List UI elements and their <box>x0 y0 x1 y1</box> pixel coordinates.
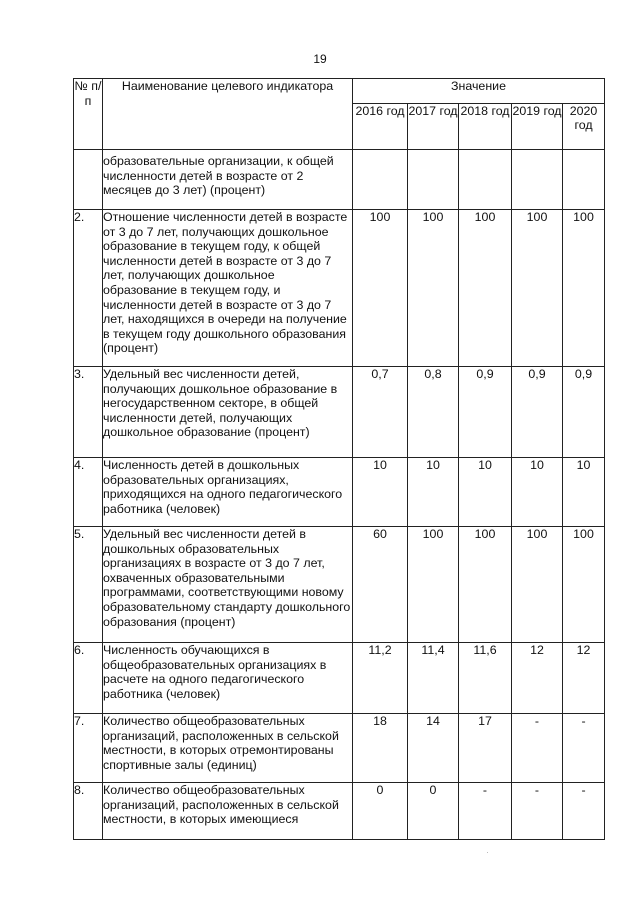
value-2018: 17 <box>459 714 512 783</box>
value-2017: 14 <box>408 714 459 783</box>
value-2017: 0 <box>408 783 459 840</box>
value-2019: 12 <box>512 643 563 714</box>
value-2016: 0,7 <box>353 367 408 458</box>
indicator-name: Количество общеобразовательных организаций, расположенных в сельской местности, в которых имеющиеся <box>103 783 353 840</box>
row-number <box>74 150 103 210</box>
value-2016: 18 <box>353 714 408 783</box>
table-row <box>74 210 605 367</box>
row-number: 3. <box>74 367 103 458</box>
value-2017 <box>408 150 459 210</box>
value-2016: 60 <box>353 527 408 643</box>
indicator-name: Численность детей в дошкольных образовательных организациях, приходящихся на одного педагогического работника (человек) <box>103 458 353 527</box>
header-year: 2017 год <box>408 104 459 150</box>
value-2016 <box>353 150 408 210</box>
scan-speck <box>487 852 488 853</box>
header-year: 2016 год <box>353 104 408 150</box>
value-2020: - <box>563 714 605 783</box>
value-2017: 100 <box>408 527 459 643</box>
header-value: Значение <box>353 79 605 104</box>
indicator-name: Удельный вес численности детей в дошкольных образовательных организациях в возрасте от 3 до 7 лет, охваченных образовательными программами, соответствующими новому образовательному стандарту дошкольного образования (процент) <box>103 527 353 643</box>
value-2020: 100 <box>563 527 605 643</box>
indicator-name: образовательные организации, к общей численности детей в возрасте от 2 месяцев до 3 лет) (процент) <box>103 150 353 210</box>
value-2019: 0,9 <box>512 367 563 458</box>
value-2016: 100 <box>353 210 408 367</box>
indicator-name: Количество общеобразовательных организаций, расположенных в сельской местности, в которых отремонтированы спортивные залы (единиц) <box>103 714 353 783</box>
table-row <box>74 150 605 210</box>
value-2017: 100 <box>408 210 459 367</box>
value-2017: 11,4 <box>408 643 459 714</box>
value-2019: - <box>512 714 563 783</box>
header-year: 2018 год <box>459 104 512 150</box>
value-2018 <box>459 150 512 210</box>
value-2018: 0,9 <box>459 367 512 458</box>
table-row <box>74 527 605 643</box>
row-number: 4. <box>74 458 103 527</box>
header-year: 2020 год <box>563 104 605 150</box>
header-row <box>74 79 605 104</box>
value-2019 <box>512 150 563 210</box>
row-number: 7. <box>74 714 103 783</box>
indicator-name: Удельный вес численности детей, получающих дошкольное образование в негосударственном секторе, в общей численности детей, получающих дошкольное образование (процент) <box>103 367 353 458</box>
indicators-table <box>73 78 605 840</box>
value-2019: 10 <box>512 458 563 527</box>
row-number: 5. <box>74 527 103 643</box>
value-2016: 11,2 <box>353 643 408 714</box>
value-2016: 10 <box>353 458 408 527</box>
table-row <box>74 458 605 527</box>
indicator-name: Численность обучающихся в общеобразовательных организациях в расчете на одного педагогического работника (человек) <box>103 643 353 714</box>
table-row <box>74 783 605 840</box>
header-indicator-name: Наименование целевого индикатора <box>103 79 353 150</box>
value-2018: 10 <box>459 458 512 527</box>
value-2020 <box>563 150 605 210</box>
table-row <box>74 714 605 783</box>
value-2020: 100 <box>563 210 605 367</box>
value-2019: - <box>512 783 563 840</box>
header-num: № п/п <box>74 79 103 150</box>
row-number: 6. <box>74 643 103 714</box>
value-2018: 100 <box>459 527 512 643</box>
value-2020: - <box>563 783 605 840</box>
value-2017: 0,8 <box>408 367 459 458</box>
value-2018: 100 <box>459 210 512 367</box>
table-row <box>74 643 605 714</box>
value-2020: 10 <box>563 458 605 527</box>
page-number: 19 <box>313 52 327 66</box>
row-number: 2. <box>74 210 103 367</box>
value-2019: 100 <box>512 210 563 367</box>
value-2020: 12 <box>563 643 605 714</box>
table-row <box>74 367 605 458</box>
value-2020: 0,9 <box>563 367 605 458</box>
value-2018: - <box>459 783 512 840</box>
value-2019: 100 <box>512 527 563 643</box>
value-2016: 0 <box>353 783 408 840</box>
header-year: 2019 год <box>512 104 563 150</box>
indicator-name: Отношение численности детей в возрасте от 3 до 7 лет, получающих дошкольное образование в текущем году, к общей численности детей в возрасте от 3 до 7 лет, получающих дошкольное образование в текущем году, и численности детей в возрасте от 3 до 7 лет, находящихся в очереди на получение в текущем году дошкольного образования (процент) <box>103 210 353 367</box>
row-number: 8. <box>74 783 103 840</box>
value-2017: 10 <box>408 458 459 527</box>
value-2018: 11,6 <box>459 643 512 714</box>
